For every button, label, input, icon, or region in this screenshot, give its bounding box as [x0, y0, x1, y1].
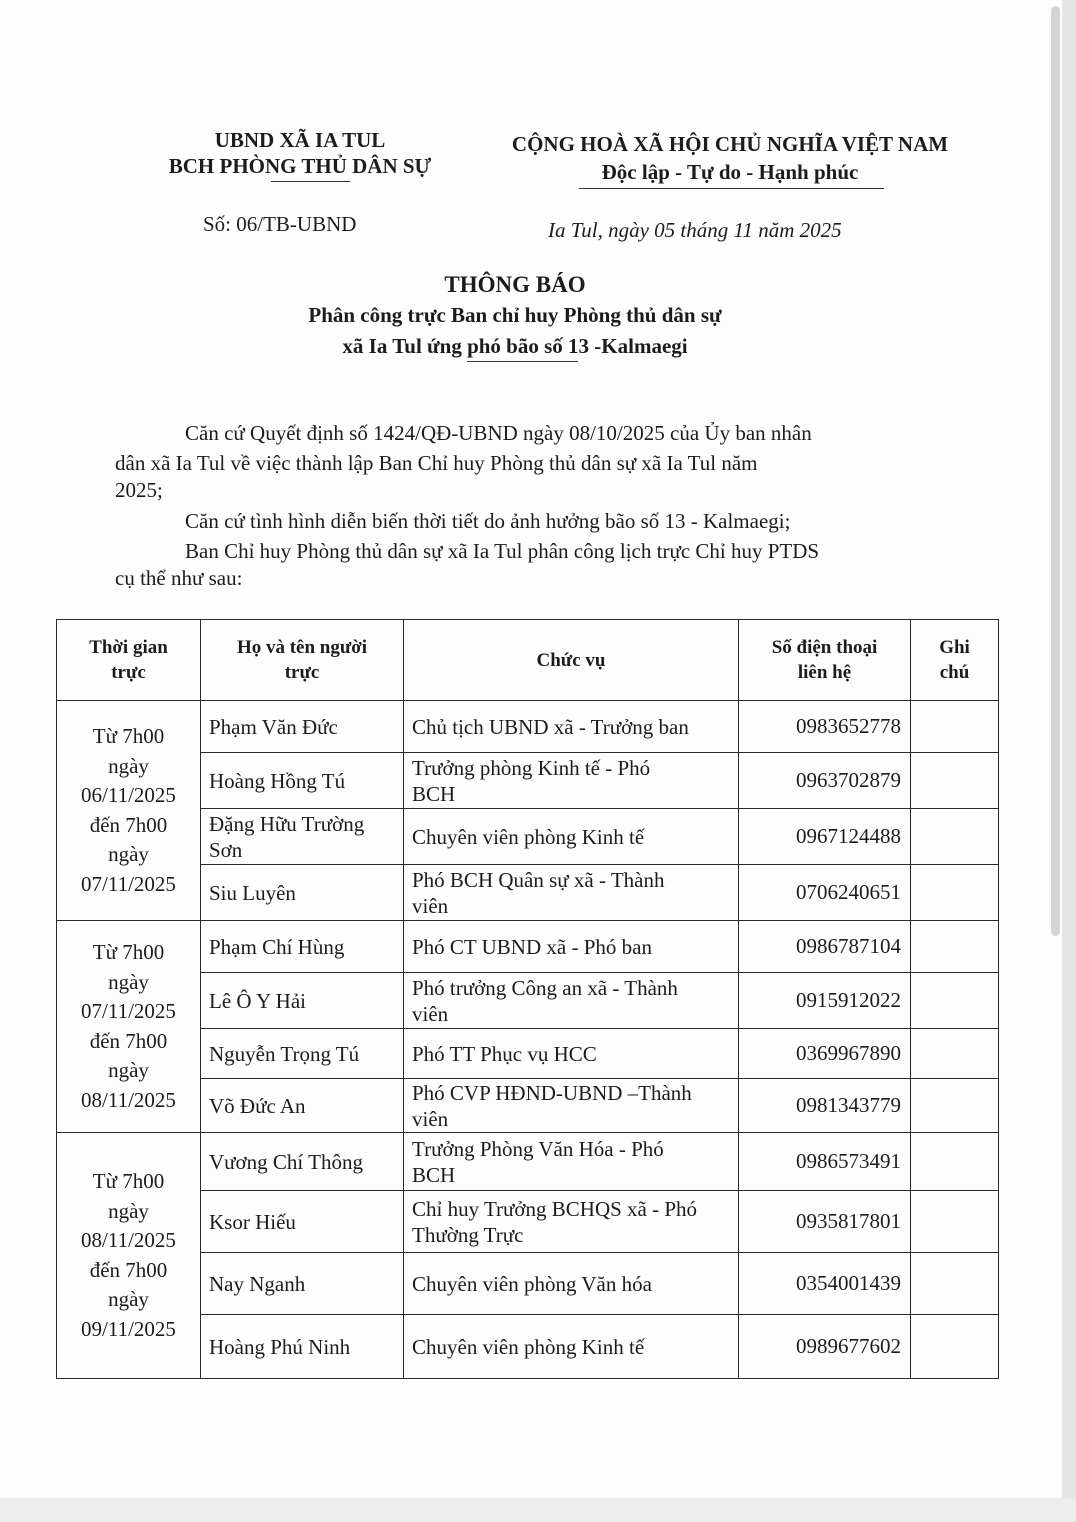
body-paragraph-3-line-2: cụ thể như sau:	[115, 566, 243, 590]
viewer-background	[1062, 0, 1076, 1522]
subtitle-underline	[467, 361, 578, 362]
duty-period-line: ngày	[108, 969, 149, 994]
duty-period-cell	[57, 921, 201, 1133]
position-cell: Trưởng Phòng Văn Hóa - Phó BCH	[404, 1133, 739, 1191]
place-date: Ia Tul, ngày 05 tháng 11 năm 2025	[548, 218, 842, 242]
person-name-cell: Siu Luyên	[201, 865, 404, 921]
duty-period-line: ngày	[108, 1058, 149, 1082]
org-name: UBND XÃ IA TUL	[214, 128, 386, 152]
national-motto: Độc lập - Tự do - Hạnh phúc	[601, 160, 859, 184]
duty-period-line: ngày	[108, 1287, 149, 1311]
header-note: Ghi chú	[911, 620, 999, 701]
position-cell: Phó CT UBND xã - Phó ban	[404, 921, 739, 973]
duty-period-line: ngày	[108, 753, 149, 778]
phone-number-cell: 0986787104	[739, 921, 911, 973]
phone-number-cell: 0986573491	[739, 1133, 911, 1191]
note-cell	[911, 1191, 999, 1253]
document-subtitle-1: Phân công trực Ban chỉ huy Phòng thủ dân sự	[308, 303, 722, 327]
duty-period-line: 07/11/2025	[81, 871, 176, 896]
phone-number-cell: 0354001439	[739, 1253, 911, 1315]
phone-number-cell: 0706240651	[739, 865, 911, 921]
note-cell	[911, 1253, 999, 1315]
duty-period-line: 08/11/2025	[81, 1228, 176, 1252]
vertical-scrollbar[interactable]	[1051, 6, 1060, 936]
duty-period-line: 08/11/2025	[81, 1087, 176, 1112]
person-name-cell: Lê Ô Y Hải	[201, 973, 404, 1029]
body-paragraph-1-line-2: dân xã Ia Tul về việc thành lập Ban Chỉ huy Phòng thủ dân sự xã Ia Tul năm	[115, 451, 758, 475]
table-row	[57, 701, 999, 753]
phone-number-cell: 0983652778	[739, 701, 911, 753]
document-number: Số: 06/TB-UBND	[203, 212, 357, 236]
note-cell	[911, 809, 999, 865]
header-name: Họ và tên người trực	[201, 620, 404, 701]
duty-period-line: đến 7h00	[89, 1028, 168, 1053]
note-cell	[911, 921, 999, 973]
duty-period-cell	[57, 1133, 201, 1379]
body-paragraph-2: Căn cứ tình hình diễn biến thời tiết do ảnh hưởng bão số 13 - Kalmaegi;	[185, 509, 791, 533]
position-cell: Chủ tịch UBND xã - Trưởng ban	[404, 701, 739, 753]
duty-period-line: đến 7h00	[89, 812, 168, 837]
motto-underline	[579, 188, 884, 189]
person-name-cell: Nay Nganh	[201, 1253, 404, 1315]
person-name-cell: Phạm Chí Hùng	[201, 921, 404, 973]
phone-number-cell: 0369967890	[739, 1029, 911, 1079]
phone-number-cell: 0967124488	[739, 809, 911, 865]
person-name-cell: Phạm Văn Đức	[201, 701, 404, 753]
note-cell	[911, 1315, 999, 1379]
position-cell: Phó CVP HĐND-UBND –Thành viên	[404, 1079, 739, 1133]
note-cell	[911, 701, 999, 753]
duty-period-line: ngày	[108, 1198, 149, 1223]
note-cell	[911, 973, 999, 1029]
table-row	[57, 921, 999, 973]
body-paragraph-1-line-3: 2025;	[115, 478, 163, 502]
duty-period-line: đến 7h00	[89, 1257, 168, 1282]
position-cell: Trưởng phòng Kinh tế - Phó BCH	[404, 753, 739, 809]
duty-period-line: 09/11/2025	[81, 1316, 176, 1341]
phone-number-cell: 0935817801	[739, 1191, 911, 1253]
person-name-cell: Võ Đức An	[201, 1079, 404, 1133]
position-cell: Chuyên viên phòng Văn hóa	[404, 1253, 739, 1315]
note-cell	[911, 1079, 999, 1133]
note-cell	[911, 865, 999, 921]
duty-period-line: ngày	[108, 842, 149, 866]
duty-period-line: 07/11/2025	[81, 999, 176, 1023]
duty-period-line: 06/11/2025	[81, 783, 176, 807]
person-name-cell: Vương Chí Thông	[201, 1133, 404, 1191]
person-name-cell: Hoàng Hồng Tú	[201, 753, 404, 809]
duty-period-line: Từ 7h00	[92, 1169, 165, 1193]
position-cell: Phó BCH Quân sự xã - Thành viên	[404, 865, 739, 921]
viewer-background-bottom	[0, 1498, 1076, 1522]
table-header-row	[57, 620, 999, 701]
phone-number-cell: 0963702879	[739, 753, 911, 809]
duty-period-cell	[57, 701, 201, 921]
phone-number-cell: 0981343779	[739, 1079, 911, 1133]
duty-period-line: Từ 7h00	[92, 724, 165, 748]
document-subtitle-2: xã Ia Tul ứng phó bão số 13 -Kalmaegi	[342, 334, 688, 358]
person-name-cell: Đặng Hữu Trường Sơn	[201, 809, 404, 865]
phone-number-cell: 0989677602	[739, 1315, 911, 1379]
position-cell: Phó TT Phục vụ HCC	[404, 1029, 739, 1079]
note-cell	[911, 1133, 999, 1191]
header-phone: Số điện thoại liên hệ	[739, 620, 911, 701]
table-row	[57, 1133, 999, 1191]
document-title: THÔNG BÁO	[444, 272, 586, 297]
position-cell: Chuyên viên phòng Kinh tế	[404, 809, 739, 865]
person-name-cell: Ksor Hiếu	[201, 1191, 404, 1253]
note-cell	[911, 753, 999, 809]
body-paragraph-3-line-1: Ban Chỉ huy Phòng thủ dân sự xã Ia Tul phân công lịch trực Chỉ huy PTDS	[185, 539, 820, 563]
person-name-cell: Nguyễn Trọng Tú	[201, 1029, 404, 1079]
position-cell: Phó trưởng Công an xã - Thành viên	[404, 973, 739, 1029]
body-paragraph-1-line-1: Căn cứ Quyết định số 1424/QĐ-UBND ngày 08/10/2025 của Ủy ban nhân	[185, 421, 812, 445]
national-title: CỘNG HOÀ XÃ HỘI CHỦ NGHĨA VIỆT NAM	[511, 132, 949, 156]
position-cell: Chỉ huy Trưởng BCHQS xã - Phó Thường Trực	[404, 1191, 739, 1253]
header-position: Chức vụ	[404, 620, 739, 701]
duty-period-line: Từ 7h00	[92, 940, 165, 964]
header-time: Thời gian trực	[57, 620, 201, 701]
org-underline	[271, 181, 350, 182]
person-name-cell: Hoàng Phú Ninh	[201, 1315, 404, 1379]
duty-schedule-table	[56, 619, 999, 1379]
position-cell: Chuyên viên phòng Kinh tế	[404, 1315, 739, 1379]
phone-number-cell: 0915912022	[739, 973, 911, 1029]
org-unit: BCH PHÒNG THỦ DÂN SỰ	[168, 154, 432, 178]
note-cell	[911, 1029, 999, 1079]
